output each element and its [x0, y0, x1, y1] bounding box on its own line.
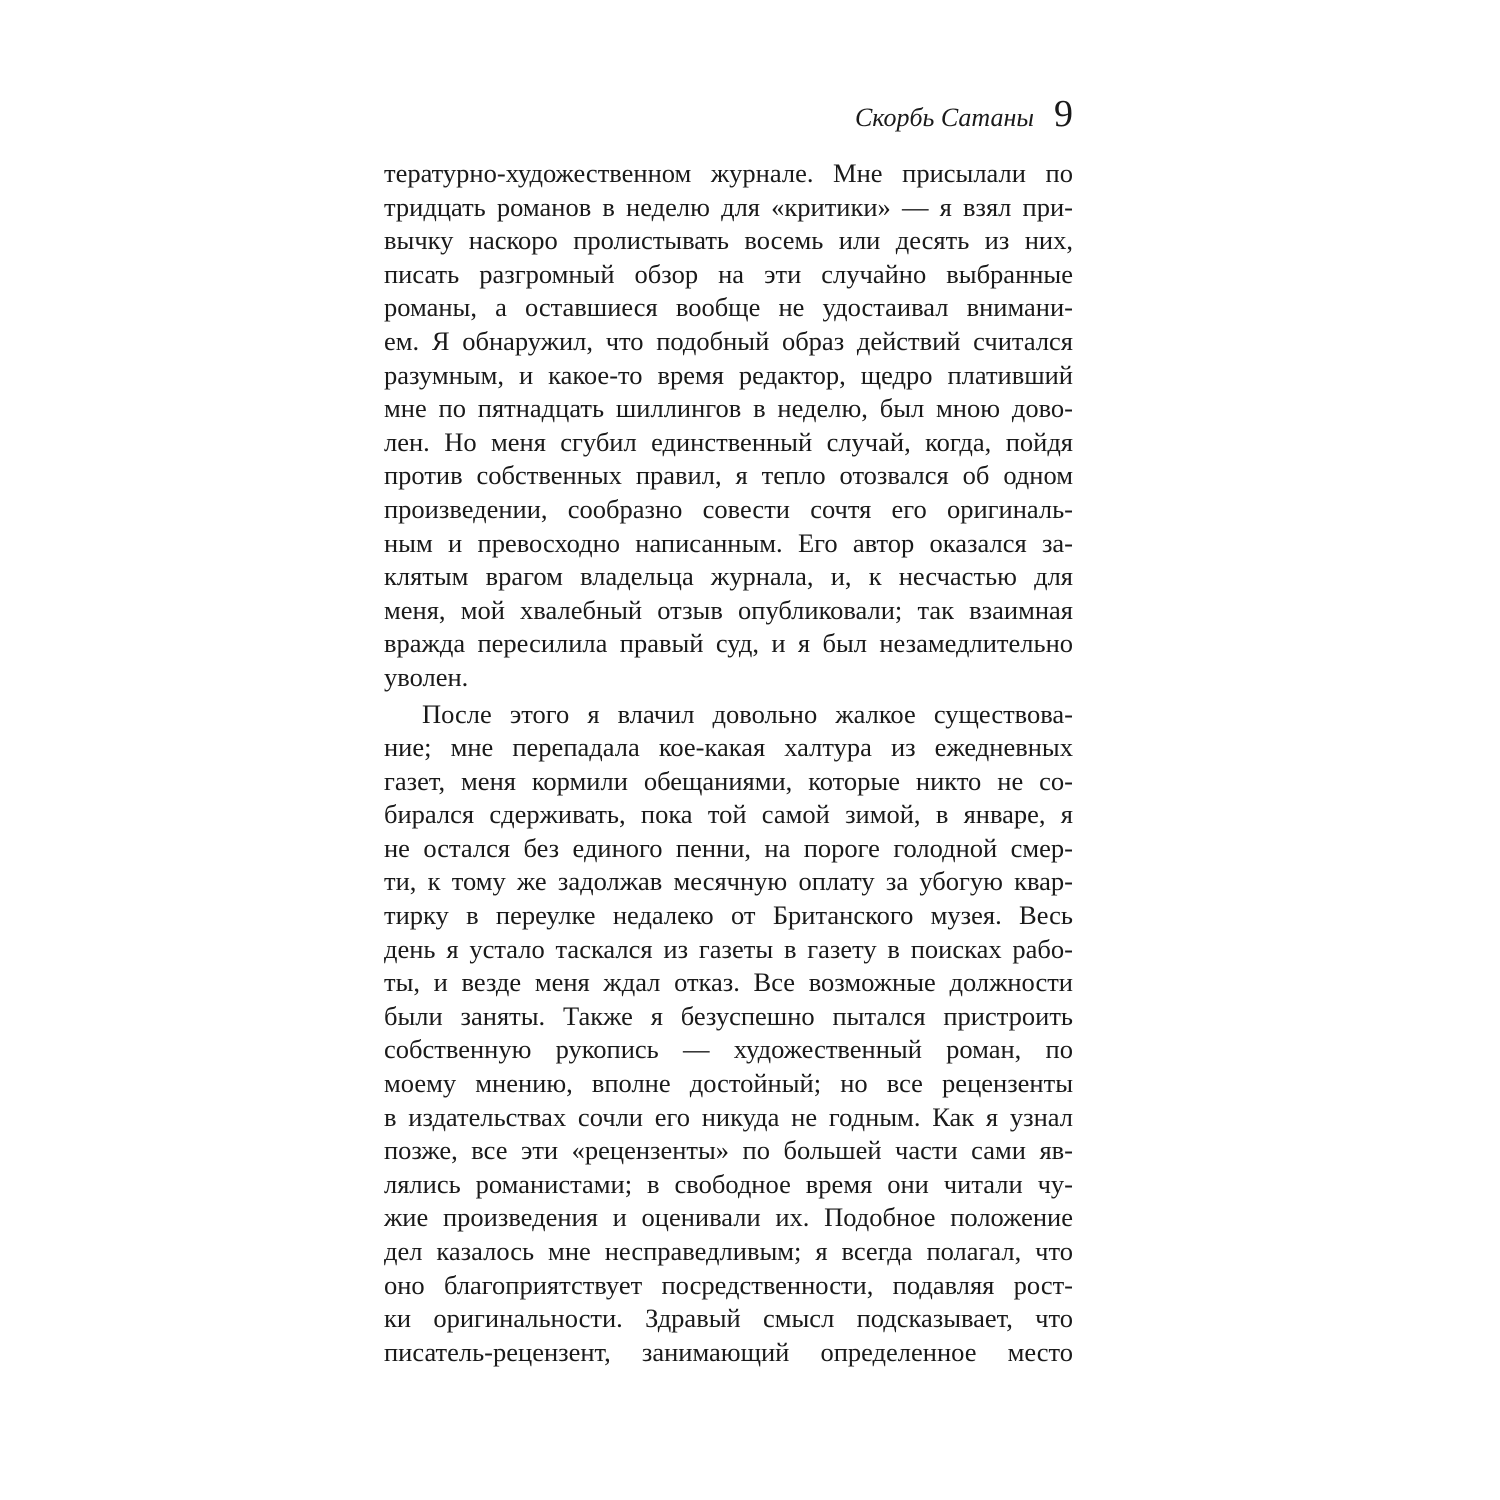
text-line: не остался без единого пенни, на пороге голодной смер- — [384, 832, 1073, 863]
running-title: Скорбь Сатаны — [854, 103, 1034, 132]
text-line: клятым врагом владельца журнала, и, к несчастью для — [384, 561, 1073, 592]
text-line: После этого я влачил довольно жалкое существова- — [422, 698, 1073, 729]
text-line: жие произведения и оценивали их. Подобное положение — [384, 1202, 1073, 1233]
text-line: день я устало таскался из газеты в газету в поисках рабо- — [384, 933, 1073, 964]
text-line: вычку наскоро пролистывать восемь или десять из них, — [384, 225, 1073, 256]
text-line: произведении, сообразно совести сочтя его оригиналь- — [384, 493, 1073, 524]
text-line: меня, мой хвалебный отзыв опубликовали; так взаимная — [384, 594, 1073, 625]
text-line: ем. Я обнаружил, что подобный образ действий считался — [384, 325, 1073, 356]
text-line: в издательствах сочли его никуда не годным. Как я узнал — [384, 1101, 1073, 1132]
text-line: против собственных правил, я тепло отозвался об одном — [384, 460, 1073, 491]
page-number: 9 — [1054, 93, 1073, 135]
text-line: романы, а оставшиеся вообще не удостаивал внимани- — [384, 292, 1073, 323]
text-line: мне по пятнадцать шиллингов в неделю, был мною дово- — [384, 393, 1073, 424]
text-line: ки оригинальности. Здравый смысл подсказывает, что — [384, 1303, 1073, 1334]
paragraph-1 — [384, 157, 1073, 695]
text-line: вражда пересилила правый суд, и я был незамедлительно — [384, 628, 1073, 659]
text-line: тирку в переулке недалеко от Британского музея. Весь — [384, 900, 1073, 931]
text-line: тридцать романов в неделю для «критики» — я взял при- — [384, 191, 1073, 222]
paragraph-2 — [384, 698, 1073, 1370]
text-line: ным и превосходно написанным. Его автор оказался за- — [384, 527, 1073, 558]
text-line: разумным, и какое-то время редактор, щедро плативший — [384, 359, 1073, 390]
text-line: тературно-художественном журнале. Мне присылали по — [384, 158, 1073, 188]
text-line: позже, все эти «рецензенты» по большей части сами яв- — [384, 1135, 1073, 1166]
text-line: ты, и везде меня ждал отказ. Все возможные должности — [384, 967, 1073, 998]
text-line: дел казалось мне несправедливым; я всегда полагал, что — [384, 1236, 1073, 1266]
running-head — [384, 92, 1073, 142]
text-line: собственную рукопись — художественный роман, по — [384, 1034, 1073, 1065]
body-text — [384, 157, 1073, 1369]
text-line: моему мнению, вполне достойный; но все рецензенты — [384, 1068, 1073, 1099]
text-line: оно благоприятствует посредственности, подавляя рост- — [384, 1269, 1073, 1300]
text-line: были заняты. Также я безуспешно пытался пристроить — [384, 1000, 1073, 1031]
text-line: лялись романистами; в свободное время они читали чу- — [384, 1168, 1073, 1199]
text-line: писатель-рецензент, занимающий определенное место — [384, 1336, 1073, 1367]
text-line: писать разгромный обзор на эти случайно выбранные — [384, 258, 1073, 289]
text-line: ние; мне перепадала кое-какая халтура из ежедневных — [384, 732, 1073, 763]
text-line: лен. Но меня сгубил единственный случай, когда, пойдя — [384, 426, 1073, 457]
text-line: уволен. — [384, 661, 469, 692]
text-line: ти, к тому же задолжав месячную оплату за убогую квар- — [384, 866, 1073, 897]
text-line: бирался сдерживать, пока той самой зимой, в январе, я — [384, 799, 1073, 830]
text-line: газет, меня кормили обещаниями, которые никто не со- — [384, 765, 1073, 796]
